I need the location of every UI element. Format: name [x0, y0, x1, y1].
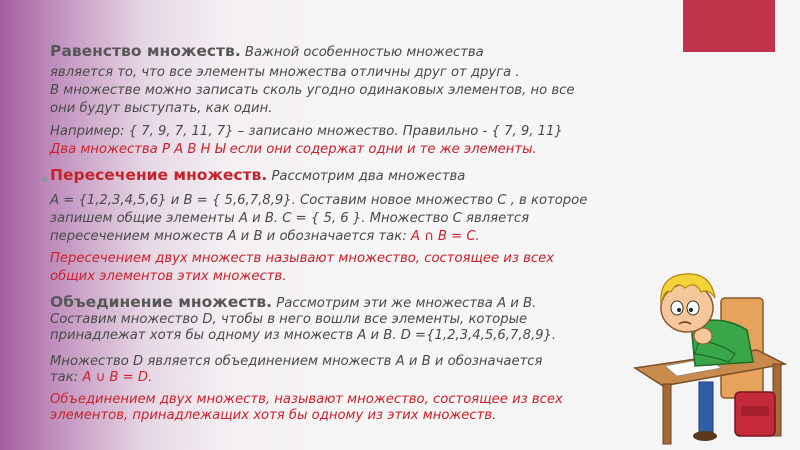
para-union-def-line1: Множество D является объединением множеств А и В и обозначается	[50, 354, 543, 369]
bullet-dot	[42, 176, 48, 182]
intersection-definition-line1: Пересечением двух множеств называют множество, состоящее из всех	[50, 251, 555, 266]
para-intersection-line3: запишем общие элементы А и В. С = { 5, 6 }. Множество С является	[50, 211, 530, 226]
thinking-student-illustration	[625, 258, 795, 448]
intersection-definition-line2: общих элементов этих множеств.	[50, 269, 287, 284]
para-union-line1	[50, 293, 650, 313]
text: пересечением множеств А и В и обозначается так:	[50, 229, 407, 244]
para-equality-example: Например: { 7, 9, 7, 11, 7} – записано множество. Правильно - { 7, 9, 11}	[50, 124, 563, 139]
para-union-line2: Составим множество D, чтобы в него вошли все элементы, которые	[50, 312, 528, 327]
union-formula: А ∪ В = D.	[82, 370, 153, 385]
para-union-def-line2	[50, 369, 650, 387]
para-intersection-line1	[50, 166, 650, 186]
para-equality-line2: является то, что все элементы множества отличны друг от друга .	[50, 65, 520, 80]
para-union-line3: принадлежат хотя бы одному из множеств А и В. D ={1,2,3,4,5,6,7,8,9}.	[50, 328, 557, 343]
union-definition-line2: элементов, принадлежащих хотя бы одному из этих множеств.	[50, 408, 497, 423]
heading-union: Объединение множеств.	[50, 293, 273, 311]
para-equality-line3: В множестве можно записать сколь угодно одинаковых элементов, но все	[50, 83, 575, 98]
para-equality-line4: они будут выступать, как один.	[50, 101, 273, 116]
text: так:	[50, 370, 79, 385]
heading-equality: Равенство множеств.	[50, 42, 241, 60]
text: Рассмотрим два множества	[271, 169, 466, 184]
text: Рассмотрим эти же множества А и В.	[276, 296, 537, 311]
corner-accent	[683, 0, 775, 52]
para-intersection-line4	[50, 228, 650, 246]
para-equality-line1	[50, 42, 650, 62]
equality-definition: Два множества Р А В Н Ы если они содержат одни и те же элементы.	[50, 142, 537, 157]
heading-intersection: Пересечение множеств.	[50, 166, 268, 184]
intersection-formula: А ∩ В = С.	[410, 229, 480, 244]
union-definition-line1: Объединением двух множеств, называют множество, состоящее из всех	[50, 392, 563, 407]
para-intersection-line2: А = {1,2,3,4,5,6} и В = { 5,6,7,8,9}. Составим новое множество С , в которое	[50, 193, 588, 208]
text: Важной особенностью множества	[244, 45, 484, 60]
